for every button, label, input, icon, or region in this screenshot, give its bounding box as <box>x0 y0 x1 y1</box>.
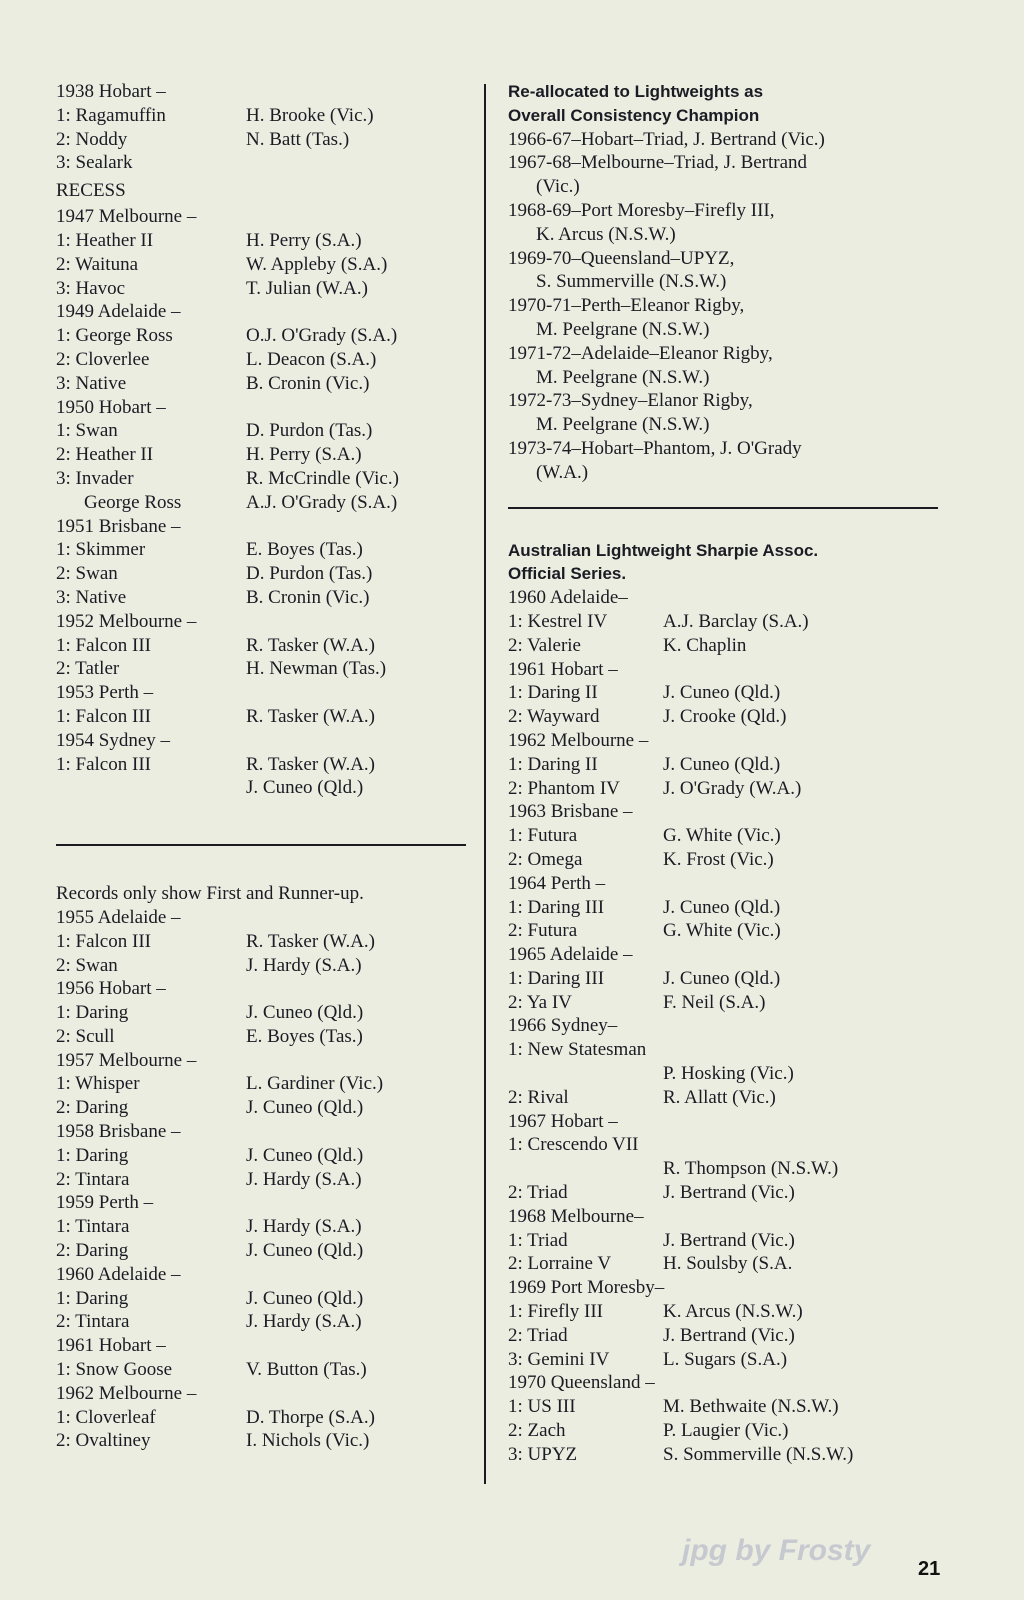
line-text: 2: Phantom IV <box>508 777 620 799</box>
record-line <box>56 705 466 729</box>
record-line <box>508 872 938 896</box>
line-text: 1: Daring <box>56 1002 129 1024</box>
line-text: (Vic.) <box>536 176 580 198</box>
record-line <box>508 294 938 318</box>
skipper-name: H. Soulsby (S.A. <box>663 1253 793 1275</box>
line-text: M. Peelgrane (N.S.W.) <box>536 414 710 436</box>
skipper-name: N. Batt (Tas.) <box>246 128 350 150</box>
record-line <box>508 848 938 872</box>
line-text: 1947 Melbourne – <box>56 206 197 228</box>
skipper-name: B. Cronin (Vic.) <box>246 586 370 608</box>
record-line <box>56 906 466 930</box>
line-text: 1951 Brisbane – <box>56 515 181 537</box>
record-line <box>56 954 466 978</box>
line-text: 1: Daring <box>56 1144 129 1166</box>
record-line <box>508 461 938 485</box>
record-line <box>56 1406 466 1430</box>
line-text: 1963 Brisbane – <box>508 801 633 823</box>
skipper-name: R. Tasker (W.A.) <box>246 753 376 775</box>
spacer <box>56 800 466 844</box>
line-text: 2: Ya IV <box>508 991 572 1013</box>
line-text: 1959 Perth – <box>56 1192 154 1214</box>
line-text: 1960 Adelaide– <box>508 587 628 609</box>
skipper-name: J. Cuneo (Qld.) <box>663 753 781 775</box>
line-text: 1949 Adelaide – <box>56 301 181 323</box>
record-line <box>56 1120 466 1144</box>
record-line <box>56 1191 466 1215</box>
line-text: 1: Falcon III <box>56 930 151 952</box>
record-line <box>56 977 466 1001</box>
line-text: 1: Falcon III <box>56 753 151 775</box>
line-text: 2: Lorraine V <box>508 1253 612 1275</box>
record-line <box>56 538 466 562</box>
spacer <box>508 509 938 539</box>
skipper-name: J. Cuneo (Qld.) <box>246 1097 364 1119</box>
line-text: 2: Zach <box>508 1420 566 1442</box>
record-line <box>508 1062 938 1086</box>
skipper-name: J. Cuneo (Qld.) <box>246 777 364 799</box>
record-line <box>508 824 938 848</box>
line-text: 1: US III <box>508 1396 576 1418</box>
skipper-name: K. Frost (Vic.) <box>663 848 774 870</box>
record-line <box>56 1287 466 1311</box>
record-line <box>56 515 466 539</box>
record-line <box>56 348 466 372</box>
line-text: 2: Daring <box>56 1097 129 1119</box>
line-text: 2: Noddy <box>56 128 128 150</box>
line-text: 1952 Melbourne – <box>56 610 197 632</box>
record-line <box>508 128 938 152</box>
skipper-name: G. White (Vic.) <box>663 825 781 847</box>
record-line <box>56 1429 466 1453</box>
line-text: 2: Valerie <box>508 634 581 656</box>
line-text: 1954 Sydney – <box>56 729 170 751</box>
skipper-name: L. Sugars (S.A.) <box>663 1348 788 1370</box>
line-text: 1958 Brisbane – <box>56 1121 181 1143</box>
line-text: 1970 Queensland – <box>508 1372 655 1394</box>
record-line <box>508 705 938 729</box>
skipper-name: B. Cronin (Vic.) <box>246 372 370 394</box>
line-text: 1938 Hobart – <box>56 81 166 102</box>
skipper-name: J. Bertrand (Vic.) <box>663 1324 795 1346</box>
line-text: S. Summerville (N.S.W.) <box>536 271 727 293</box>
line-text: 1965 Adelaide – <box>508 944 633 966</box>
line-text: 1968 Melbourne– <box>508 1205 644 1227</box>
line-text: Records only show First and Runner-up. <box>56 883 364 905</box>
record-line <box>508 1276 938 1300</box>
skipper-name: J. Cuneo (Qld.) <box>246 1002 364 1024</box>
line-text: 1955 Adelaide – <box>56 906 181 928</box>
record-line <box>56 1215 466 1239</box>
line-text: 1: Falcon III <box>56 634 151 656</box>
record-line <box>56 300 466 324</box>
line-text: 3: Havoc <box>56 277 126 299</box>
record-line <box>508 1133 938 1157</box>
skipper-name: F. Neil (S.A.) <box>663 991 766 1013</box>
line-text: 2: Swan <box>56 563 118 585</box>
line-text: 2: Tatler <box>56 658 120 680</box>
record-line <box>508 1348 938 1372</box>
line-text: 2: Rival <box>508 1086 569 1108</box>
record-line <box>508 80 938 104</box>
skipper-name: P. Laugier (Vic.) <box>663 1420 789 1442</box>
skipper-name: J. Cuneo (Qld.) <box>663 682 781 704</box>
skipper-name: A.J. Barclay (S.A.) <box>663 610 809 632</box>
record-line <box>56 930 466 954</box>
line-text: 1968-69–Port Moresby–Firefly III, <box>508 199 775 221</box>
line-text: 1962 Melbourne – <box>508 729 649 751</box>
column-divider <box>484 84 486 1484</box>
record-line <box>508 389 938 413</box>
line-text: 2: Tintara <box>56 1311 130 1333</box>
record-line <box>56 586 466 610</box>
line-text: 1971-72–Adelaide–Eleanor Rigby, <box>508 342 773 364</box>
line-text: Overall Consistency Champion <box>508 105 760 125</box>
skipper-name: D. Purdon (Tas.) <box>246 420 373 442</box>
line-text: 1969-70–Queensland–UPYZ, <box>508 247 735 269</box>
line-text: 1: Ragamuffin <box>56 104 166 126</box>
skipper-name: J. Bertrand (Vic.) <box>663 1182 795 1204</box>
record-line <box>56 151 466 175</box>
record-line <box>508 1110 938 1134</box>
skipper-name: R. Allatt (Vic.) <box>663 1086 776 1108</box>
skipper-name: J. Cuneo (Qld.) <box>246 1240 364 1262</box>
record-line <box>56 634 466 658</box>
record-line <box>56 610 466 634</box>
line-text: 1961 Hobart – <box>56 1335 166 1357</box>
line-text: 1: Daring III <box>508 967 605 989</box>
line-text: 1: Crescendo VII <box>508 1134 639 1156</box>
record-line <box>508 562 938 586</box>
line-text: 1: Daring III <box>508 896 605 918</box>
line-text: 3: Invader <box>56 467 134 489</box>
record-line <box>508 919 938 943</box>
record-line <box>56 753 466 777</box>
record-line <box>508 539 938 563</box>
record-line <box>56 419 466 443</box>
record-line <box>508 1443 938 1467</box>
skipper-name: K. Arcus (N.S.W.) <box>663 1301 803 1323</box>
record-line <box>508 753 938 777</box>
record-line <box>508 1038 938 1062</box>
line-text: 1972-73–Sydney–Elanor Rigby, <box>508 390 753 412</box>
skipper-name: A.J. O'Grady (S.A.) <box>246 491 398 513</box>
record-line <box>508 1181 938 1205</box>
record-line <box>508 800 938 824</box>
skipper-name: K. Chaplin <box>663 634 747 656</box>
record-line <box>508 104 938 128</box>
record-line <box>508 586 938 610</box>
skipper-name: R. McCrindle (Vic.) <box>246 467 399 489</box>
skipper-name: S. Sommerville (N.S.W.) <box>663 1443 854 1465</box>
record-line <box>56 681 466 705</box>
watermark: jpg by Frosty <box>682 1534 871 1567</box>
record-line <box>508 943 938 967</box>
record-line <box>56 467 466 491</box>
record-line <box>56 253 466 277</box>
line-text: 3: Native <box>56 372 127 394</box>
record-line <box>56 1239 466 1263</box>
skipper-name: J. Hardy (S.A.) <box>246 1311 362 1333</box>
skipper-name: G. White (Vic.) <box>663 920 781 942</box>
record-line <box>508 1300 938 1324</box>
record-line <box>508 437 938 461</box>
record-line <box>56 205 466 229</box>
record-line <box>508 967 938 991</box>
skipper-name: H. Perry (S.A.) <box>246 229 362 251</box>
skipper-name: H. Newman (Tas.) <box>246 658 387 680</box>
record-line <box>56 1049 466 1073</box>
line-text: Re-allocated to Lightweights as <box>508 82 764 101</box>
skipper-name: P. Hosking (Vic.) <box>663 1063 794 1085</box>
line-text: 1: Swan <box>56 420 118 442</box>
line-text: Australian Lightweight Sharpie Assoc. <box>508 540 819 560</box>
record-line <box>508 1086 938 1110</box>
record-line <box>56 882 466 906</box>
record-line <box>508 199 938 223</box>
record-line <box>56 229 466 253</box>
left-column <box>56 80 466 1453</box>
record-line <box>508 777 938 801</box>
skipper-name: J. O'Grady (W.A.) <box>663 777 802 799</box>
record-line <box>56 1263 466 1287</box>
line-text: 1: New Statesman <box>508 1039 647 1061</box>
skipper-name: J. Bertrand (Vic.) <box>663 1229 795 1251</box>
line-text: 1: Tintara <box>56 1216 130 1238</box>
line-text: 1: Daring II <box>508 753 598 775</box>
record-line <box>56 128 466 152</box>
line-text: 1966 Sydney– <box>508 1015 618 1037</box>
record-line <box>508 175 938 199</box>
record-line <box>508 270 938 294</box>
record-line <box>56 1382 466 1406</box>
line-text: 3: UPYZ <box>508 1443 578 1465</box>
skipper-name: J. Cuneo (Qld.) <box>663 896 781 918</box>
line-text: 1: Firefly III <box>508 1301 603 1323</box>
line-text: 1: Daring <box>56 1287 129 1309</box>
record-line <box>508 610 938 634</box>
line-text: M. Peelgrane (N.S.W.) <box>536 318 710 340</box>
record-line <box>56 372 466 396</box>
skipper-name: J. Hardy (S.A.) <box>246 1168 362 1190</box>
line-text: 2: Triad <box>508 1324 568 1346</box>
line-text: 1969 Port Moresby– <box>508 1277 665 1299</box>
skipper-name: E. Boyes (Tas.) <box>246 539 363 561</box>
line-text: 2: Cloverlee <box>56 348 150 370</box>
skipper-name: D. Thorpe (S.A.) <box>246 1406 375 1428</box>
record-line <box>56 443 466 467</box>
line-text: K. Arcus (N.S.W.) <box>536 223 676 245</box>
line-text: 1: Cloverleaf <box>56 1406 156 1428</box>
skipper-name: T. Julian (W.A.) <box>246 277 368 299</box>
record-line <box>508 1419 938 1443</box>
record-line <box>508 413 938 437</box>
record-line <box>508 342 938 366</box>
record-line <box>508 1205 938 1229</box>
spacer <box>56 846 466 882</box>
record-line <box>508 151 938 175</box>
page-number: 21 <box>918 1558 941 1580</box>
line-text: 1950 Hobart – <box>56 396 166 418</box>
line-text: 1: Daring II <box>508 682 598 704</box>
record-line <box>508 1395 938 1419</box>
line-text: 1967 Hobart – <box>508 1110 618 1132</box>
skipper-name: R. Tasker (W.A.) <box>246 930 376 952</box>
record-line <box>508 1014 938 1038</box>
skipper-name: R. Tasker (W.A.) <box>246 705 376 727</box>
record-line <box>508 658 938 682</box>
line-text: 2: Wayward <box>508 706 600 728</box>
line-text: 1960 Adelaide – <box>56 1263 181 1285</box>
record-line <box>56 776 466 800</box>
skipper-name: V. Button (Tas.) <box>246 1359 367 1381</box>
record-line <box>508 681 938 705</box>
line-text: M. Peelgrane (N.S.W.) <box>536 366 710 388</box>
line-text: 1: George Ross <box>56 325 173 347</box>
line-text: 2: Triad <box>508 1182 568 1204</box>
record-line <box>56 1334 466 1358</box>
line-text: 1967-68–Melbourne–Triad, J. Bertrand <box>508 152 808 174</box>
line-text: 1966-67–Hobart–Triad, J. Bertrand (Vic.) <box>508 128 825 150</box>
skipper-name: J. Cuneo (Qld.) <box>246 1287 364 1309</box>
line-text: 1: Falcon III <box>56 705 151 727</box>
line-text: 1: Kestrel IV <box>508 610 608 632</box>
line-text: 2: Heather II <box>56 444 154 466</box>
skipper-name: J. Cuneo (Qld.) <box>246 1144 364 1166</box>
record-line <box>56 1072 466 1096</box>
record-line <box>56 562 466 586</box>
skipper-name: H. Brooke (Vic.) <box>246 104 374 126</box>
line-text: 1: Whisper <box>56 1073 140 1095</box>
skipper-name: J. Hardy (S.A.) <box>246 1216 362 1238</box>
record-line <box>56 1310 466 1334</box>
line-text: 3: Gemini IV <box>508 1348 610 1370</box>
skipper-name: R. Tasker (W.A.) <box>246 634 376 656</box>
skipper-name: O.J. O'Grady (S.A.) <box>246 325 398 347</box>
skipper-name: L. Deacon (S.A.) <box>246 348 377 370</box>
skipper-name: M. Bethwaite (N.S.W.) <box>663 1396 839 1418</box>
line-text: 2: Tintara <box>56 1168 130 1190</box>
line-text: 1: Snow Goose <box>56 1359 173 1381</box>
line-text: Official Series. <box>508 564 627 584</box>
line-text: 1956 Hobart – <box>56 978 166 1000</box>
record-line <box>56 396 466 420</box>
skipper-name: J. Crooke (Qld.) <box>663 706 787 728</box>
record-line <box>508 991 938 1015</box>
line-text: (W.A.) <box>536 461 589 483</box>
line-text: 1: Skimmer <box>56 539 146 561</box>
line-text: 2: Futura <box>508 920 578 942</box>
line-text: 1970-71–Perth–Eleanor Rigby, <box>508 295 745 317</box>
record-line <box>56 277 466 301</box>
skipper-name: J. Cuneo (Qld.) <box>663 967 781 989</box>
line-text: 1953 Perth – <box>56 682 154 704</box>
line-text: 2: Daring <box>56 1240 129 1262</box>
record-line <box>56 657 466 681</box>
record-line <box>508 366 938 390</box>
line-text: 2: Waituna <box>56 253 139 275</box>
record-line <box>508 634 938 658</box>
line-text: RECESS <box>56 180 126 202</box>
right-column <box>508 80 938 1467</box>
record-line <box>508 318 938 342</box>
record-line <box>508 1157 938 1181</box>
line-text: 1957 Melbourne – <box>56 1049 197 1071</box>
record-line <box>56 729 466 753</box>
line-text: 1964 Perth – <box>508 872 606 894</box>
line-text: 1961 Hobart – <box>508 658 618 680</box>
skipper-name: J. Hardy (S.A.) <box>246 954 362 976</box>
line-text: 2: Omega <box>508 848 583 870</box>
record-line <box>56 104 466 128</box>
line-text: 3: Native <box>56 586 127 608</box>
record-line <box>56 1358 466 1382</box>
record-line <box>56 1096 466 1120</box>
record-line <box>508 247 938 271</box>
skipper-name: W. Appleby (S.A.) <box>246 253 388 275</box>
skipper-name: R. Thompson (N.S.W.) <box>663 1158 839 1180</box>
skipper-name: D. Purdon (Tas.) <box>246 563 373 585</box>
record-line <box>56 324 466 348</box>
record-line <box>56 1025 466 1049</box>
line-text: 1: Heather II <box>56 229 154 251</box>
record-line <box>508 729 938 753</box>
record-line <box>508 1324 938 1348</box>
line-text: 2: Ovaltiney <box>56 1430 151 1452</box>
line-text: 1: Triad <box>508 1229 568 1251</box>
record-line <box>56 1144 466 1168</box>
record-line <box>508 1252 938 1276</box>
record-line <box>508 1229 938 1253</box>
record-line <box>56 1168 466 1192</box>
line-text: 1973-74–Hobart–Phantom, J. O'Grady <box>508 437 802 459</box>
record-line <box>508 896 938 920</box>
record-line <box>508 223 938 247</box>
record-line <box>508 1371 938 1395</box>
line-text: 2: Swan <box>56 954 118 976</box>
skipper-name: E. Boyes (Tas.) <box>246 1025 363 1047</box>
record-line <box>56 491 466 515</box>
record-line <box>56 80 466 104</box>
skipper-name: H. Perry (S.A.) <box>246 444 362 466</box>
line-text: 2: Scull <box>56 1025 115 1047</box>
skipper-name: L. Gardiner (Vic.) <box>246 1073 384 1095</box>
line-text: 3: Sealark <box>56 152 133 174</box>
spacer <box>508 485 938 507</box>
skipper-name: I. Nichols (Vic.) <box>246 1430 370 1452</box>
record-line <box>56 177 466 205</box>
line-text: 1: Futura <box>508 825 578 847</box>
line-text: 1962 Melbourne – <box>56 1382 197 1404</box>
line-text: George Ross <box>84 491 182 513</box>
record-line <box>56 1001 466 1025</box>
